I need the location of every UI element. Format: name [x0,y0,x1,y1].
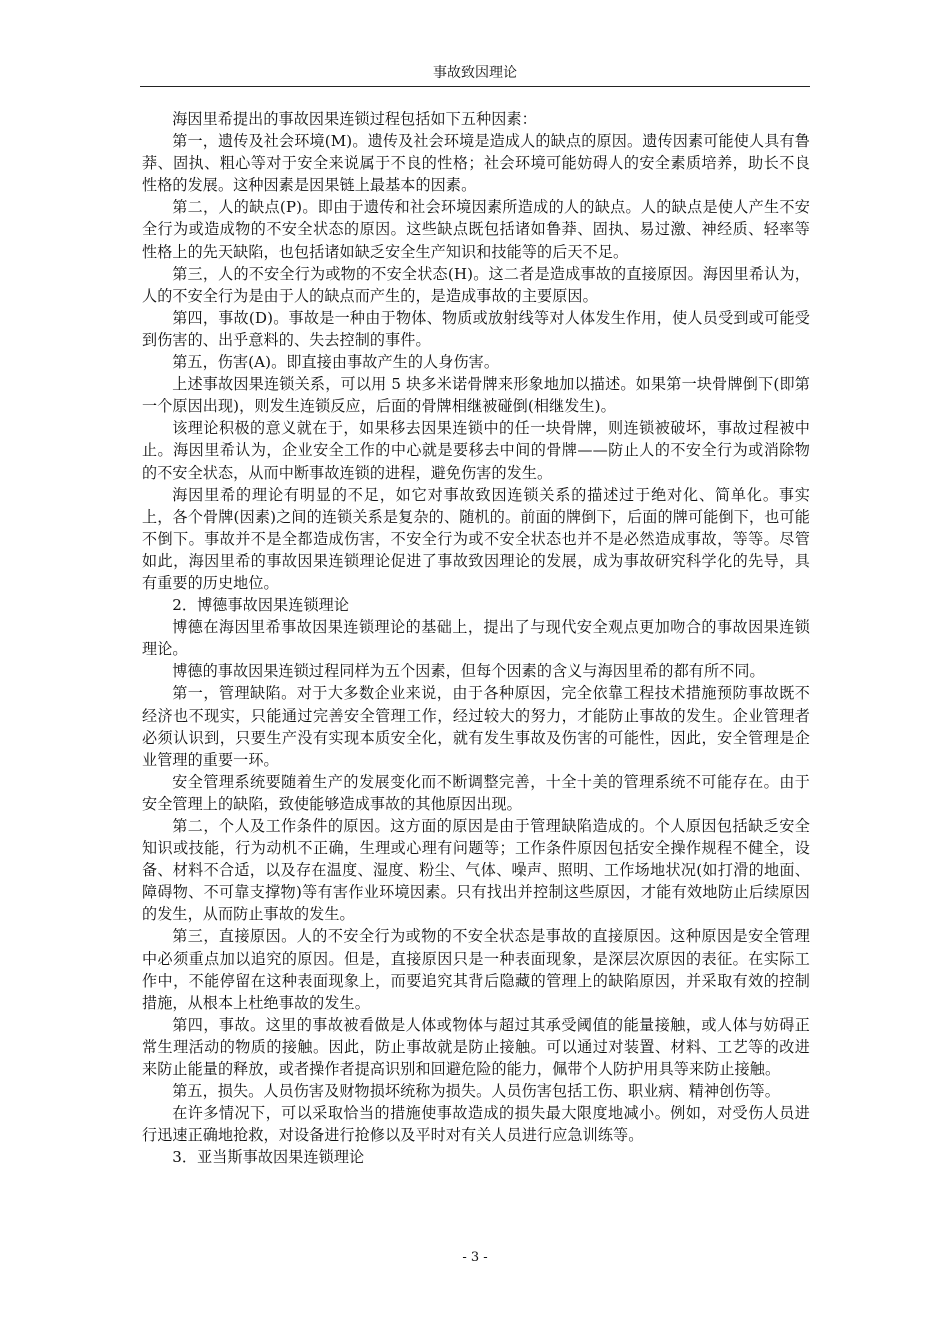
paragraph: 第四，事故(D)。事故是一种由于物体、物质或放射线等对人体发生作用，使人员受到或可能受到伤害的、出乎意料的、失去控制的事件。 [142,308,810,349]
paragraph: 博德的事故因果连锁过程同样为五个因素，但每个因素的含义与海因里希的都有所不同。 [172,662,765,681]
paragraph: 在许多情况下，可以采取恰当的措施使事故造成的损失最大限度地减小。例如，对受伤人员进行迅速正确地抢救，对设备进行抢修以及平时对有关人员进行应急训练等。 [142,1104,810,1145]
paragraph: 第五，损失。人员伤害及财物损坏统称为损失。人员伤害包括工伤、职业病、精神创伤等。 [172,1082,780,1101]
paragraph: 第一，管理缺陷。对于大多数企业来说，由于各种原因，完全依靠工程技术措施预防事故既不经济也不现实，只能通过完善安全管理工作，经过较大的努力，才能防止事故的发生。企业管理者必须认识到，只要生产没有实现本质安全化，就有发生事故及伤害的可能性，因此，安全管理是企业管理的重要一环。 [142,684,810,769]
page-header [140,58,810,87]
paragraph: 第三，人的不安全行为或物的不安全状态(H)。这二者是造成事故的直接原因。海因里希认为，人的不安全行为是由于人的缺点而产生的，是造成事故的主要原因。 [142,264,810,305]
paragraph: 安全管理系统要随着生产的发展变化而不断调整完善，十全十美的管理系统不可能存在。由于安全管理上的缺陷，致使能够造成事故的其他原因出现。 [142,772,810,813]
paragraph: 第二，个人及工作条件的原因。这方面的原因是由于管理缺陷造成的。个人原因包括缺乏安全知识或技能，行为动机不正确，生理或心理有问题等；工作条件原因包括安全操作规程不健全，设备、材料不合适，以及存在温度、湿度、粉尘、气体、噪声、照明、工作场地状况(如打滑的地面、障碍物、不可靠支撑物)等有害作业环境因素。只有找出并控制这些原因，才能有效地防止后续原因的发生，从而防止事故的发生。 [142,817,810,924]
paragraph: 第一，遗传及社会环境(M)。遗传及社会环境是造成人的缺点的原因。遗传因素可能使人具有鲁莽、固执、粗心等对于安全来说属于不良的性格；社会环境可能妨碍人的安全素质培养，助长不良性格的发展。这种因素是因果链上最基本的因素。 [142,132,810,195]
paragraph: 第四，事故。这里的事故被看做是人体或物体与超过其承受阈值的能量接触，或人体与妨碍正常生理活动的物质的接触。因此，防止事故就是防止接触。可以通过对装置、材料、工艺等的改进来防止能量的释放，或者操作者提高识别和回避危险的能力，佩带个人防护用具等来防止接触。 [142,1015,810,1079]
paragraph: 第五，伤害(A)。即直接由事故产生的人身伤害。 [172,353,500,372]
section-heading: 2．博德事故因果连锁理论 [172,596,350,615]
document-body [142,108,810,1169]
paragraph: 该理论积极的意义就在于，如果移去因果连锁中的任一块骨牌，则连锁被破坏，事故过程被中止。海因里希认为，企业安全工作的中心就是要移去中间的骨牌——防止人的不安全行为或消除物的不安全状态，从而中断事故连锁的进程，避免伤害的发生。 [142,419,810,482]
page-number: - 3 - [462,1250,488,1265]
section-heading: 3．亚当斯事故因果连锁理论 [172,1148,365,1167]
paragraph: 海因里希的理论有明显的不足，如它对事故致因连锁关系的描述过于绝对化、简单化。事实上，各个骨牌(因素)之间的连锁关系是复杂的、随机的。前面的牌倒下，后面的牌可能倒下，也可能不倒下。事故并不是全都造成伤害，不安全行为或不安全状态也并不是必然造成事故，等等。尽管如此，海因里希的事故因果连锁理论促进了事故致因理论的发展，成为事故研究科学化的先导，具有重要的历史地位。 [142,485,810,592]
paragraph: 第三，直接原因。人的不安全行为或物的不安全状态是事故的直接原因。这种原因是安全管理中必须重点加以追究的原因。但是，直接原因只是一种表面现象，是深层次原因的表征。在实际工作中，不能停留在这种表面现象上，而要追究其背后隐藏的管理上的缺陷原因，并采取有效的控制措施，从根本上杜绝事故的发生。 [142,927,810,1012]
paragraph: 上述事故因果连锁关系，可以用 5 块多米诺骨牌来形象地加以描述。如果第一块骨牌倒下(即第一个原因出现)，则发生连锁反应，后面的骨牌相继被碰倒(相继发生)。 [142,375,810,416]
header-title: 事故致因理论 [433,65,517,81]
paragraph: 第二，人的缺点(P)。即由于遗传和社会环境因素所造成的人的缺点。人的缺点是使人产生不安全行为或造成物的不安全状态的原因。这些缺点既包括诸如鲁莽、固执、易过激、神经质、轻率等性格上的先天缺陷，也包括诸如缺乏安全生产知识和技能等的后天不足。 [142,198,810,261]
paragraph: 博德在海因里希事故因果连锁理论的基础上，提出了与现代安全观点更加吻合的事故因果连锁理论。 [142,618,810,659]
paragraph: 海因里希提出的事故因果连锁过程包括如下五种因素： [172,110,537,128]
